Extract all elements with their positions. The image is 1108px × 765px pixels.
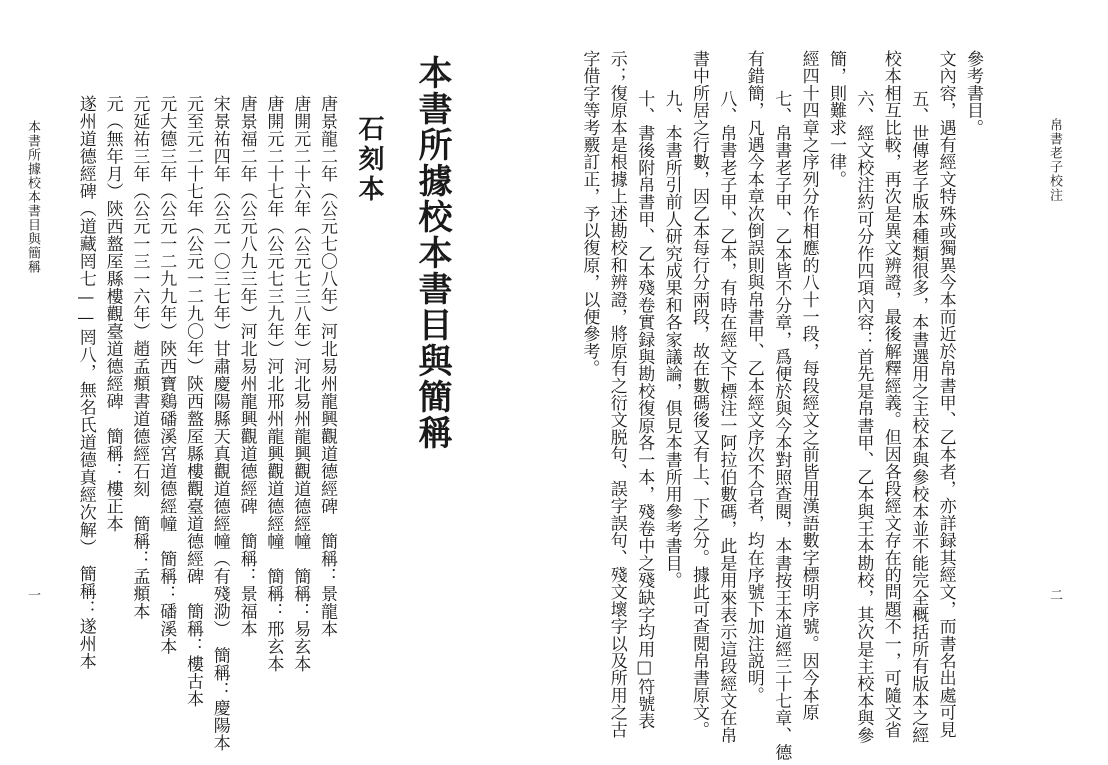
body-text-column: 九、本書所引前人研究成果和各家議論，俱見本書所用參考書目。	[661, 90, 682, 589]
catalog-entry: 唐景福二年（公元八九三年）河北易州龍興觀道德經碑 簡稱：景福本	[236, 95, 257, 638]
page-number-left: 一	[25, 588, 40, 602]
catalog-entry: 唐開元二十七年（公元七三九年）河北邢州龍興觀道德經幢 簡稱：邢玄本	[263, 95, 284, 673]
body-text-column: 十、書後附帛書甲、乙本殘卷實録與勘校復原各一本，殘卷中之殘缺字均用□符號表	[634, 90, 655, 730]
body-text-column: 經四十四章之序列分作相應的八十一段，每段經文之前皆用漢語數字標明序號。因今本原	[798, 50, 819, 721]
body-text-column: 參考書目。	[963, 50, 983, 136]
body-text-column: 書中所居之行數，因乙本每行分兩段，故在數碼後又有上、下之分。據此可查閲帛書原文。	[689, 50, 709, 738]
body-text-column: 校本相互比較，再次是異文辨證，最後解釋經義。但因各段經文存在的問題不一，可隨文省	[880, 50, 901, 738]
catalog-entry: 元（無年月）陝西盩厔縣樓觀臺道德經碑 簡稱：樓正本	[102, 95, 123, 533]
page-title: 本書所據校本書目與簡稱	[412, 55, 452, 451]
catalog-entry: 唐開元二十六年（公元七三八年）河北易州龍興觀道德經幢 簡稱：易玄本	[290, 95, 311, 673]
right-page	[554, 0, 1108, 765]
body-text-column: 字借字等考覈訂正，予以復原，以便參考。	[579, 50, 600, 377]
catalog-entry: 元延祐三年（公元一三一六年）趙孟頫書道德經石刻 簡稱：孟頫本	[129, 95, 150, 620]
catalog-entry: 元大德三年（公元一二九九年）陝西寶鷄磻溪宮道德經幢 簡稱：磻溪本	[156, 95, 177, 655]
body-text-column: 七、帛書老子甲、乙本皆不分章，爲便於與今本對照查閱，本書按王本道經三十七章、德	[771, 90, 792, 761]
catalog-entry: 遂州道德經碑（道藏罔七——罔八，無名氏道德真經次解） 簡稱：遂州本	[75, 95, 96, 670]
catalog-entry: 唐景龍二年（公元七〇八年）河北易州龍興觀道德經碑 簡稱：景龍本	[317, 95, 337, 638]
section-heading-stone-inscriptions: 石刻本	[354, 115, 384, 205]
body-text-column: 六、經文校注約可分作四項內容：首先是帛書甲、乙本與王本勘校，其次是主校本與參	[853, 90, 874, 744]
page-number-right: 二	[1047, 588, 1062, 602]
running-head-right: 帛書老子校注	[1047, 118, 1062, 202]
catalog-entry: 元至元二十七年（公元一二九〇年）陝西盩厔縣樓觀臺道德經碑 簡稱：樓古本	[183, 95, 203, 708]
body-text-column: 有錯簡，凡遇今本章次倒誤則與帛書甲、乙本經文序次不合者，均在序號下加注説明。	[743, 50, 764, 704]
body-text-column: 八、帛書老子甲、乙本，有時在經文下標注一阿拉伯數碼，此是用來表示這段經文在帛	[716, 90, 737, 744]
running-head-left: 本書所據校本書目與簡稱	[25, 120, 40, 274]
catalog-entry: 宋景祐四年（公元一〇三七年）甘肅慶陽縣天真觀道德經幢（有殘泐） 簡稱：慶陽本	[209, 95, 230, 752]
body-text-column: 五、世傳老子版本種類很多，本書選用之主校本與參校本並不能完全概括所有版本之經	[908, 90, 929, 744]
body-text-column: 文內容，遇有經文特殊或獨異今本而近於帛書甲、乙本者，亦詳録其經文，而書名出處可見	[935, 50, 956, 738]
body-text-column: 示；復原本是根據上述勘校和辨證，將原有之衍文脱句、誤字誤句、殘文壞字以及所用之古	[606, 50, 627, 738]
body-text-column: 簡，則難求一律。	[826, 50, 846, 188]
